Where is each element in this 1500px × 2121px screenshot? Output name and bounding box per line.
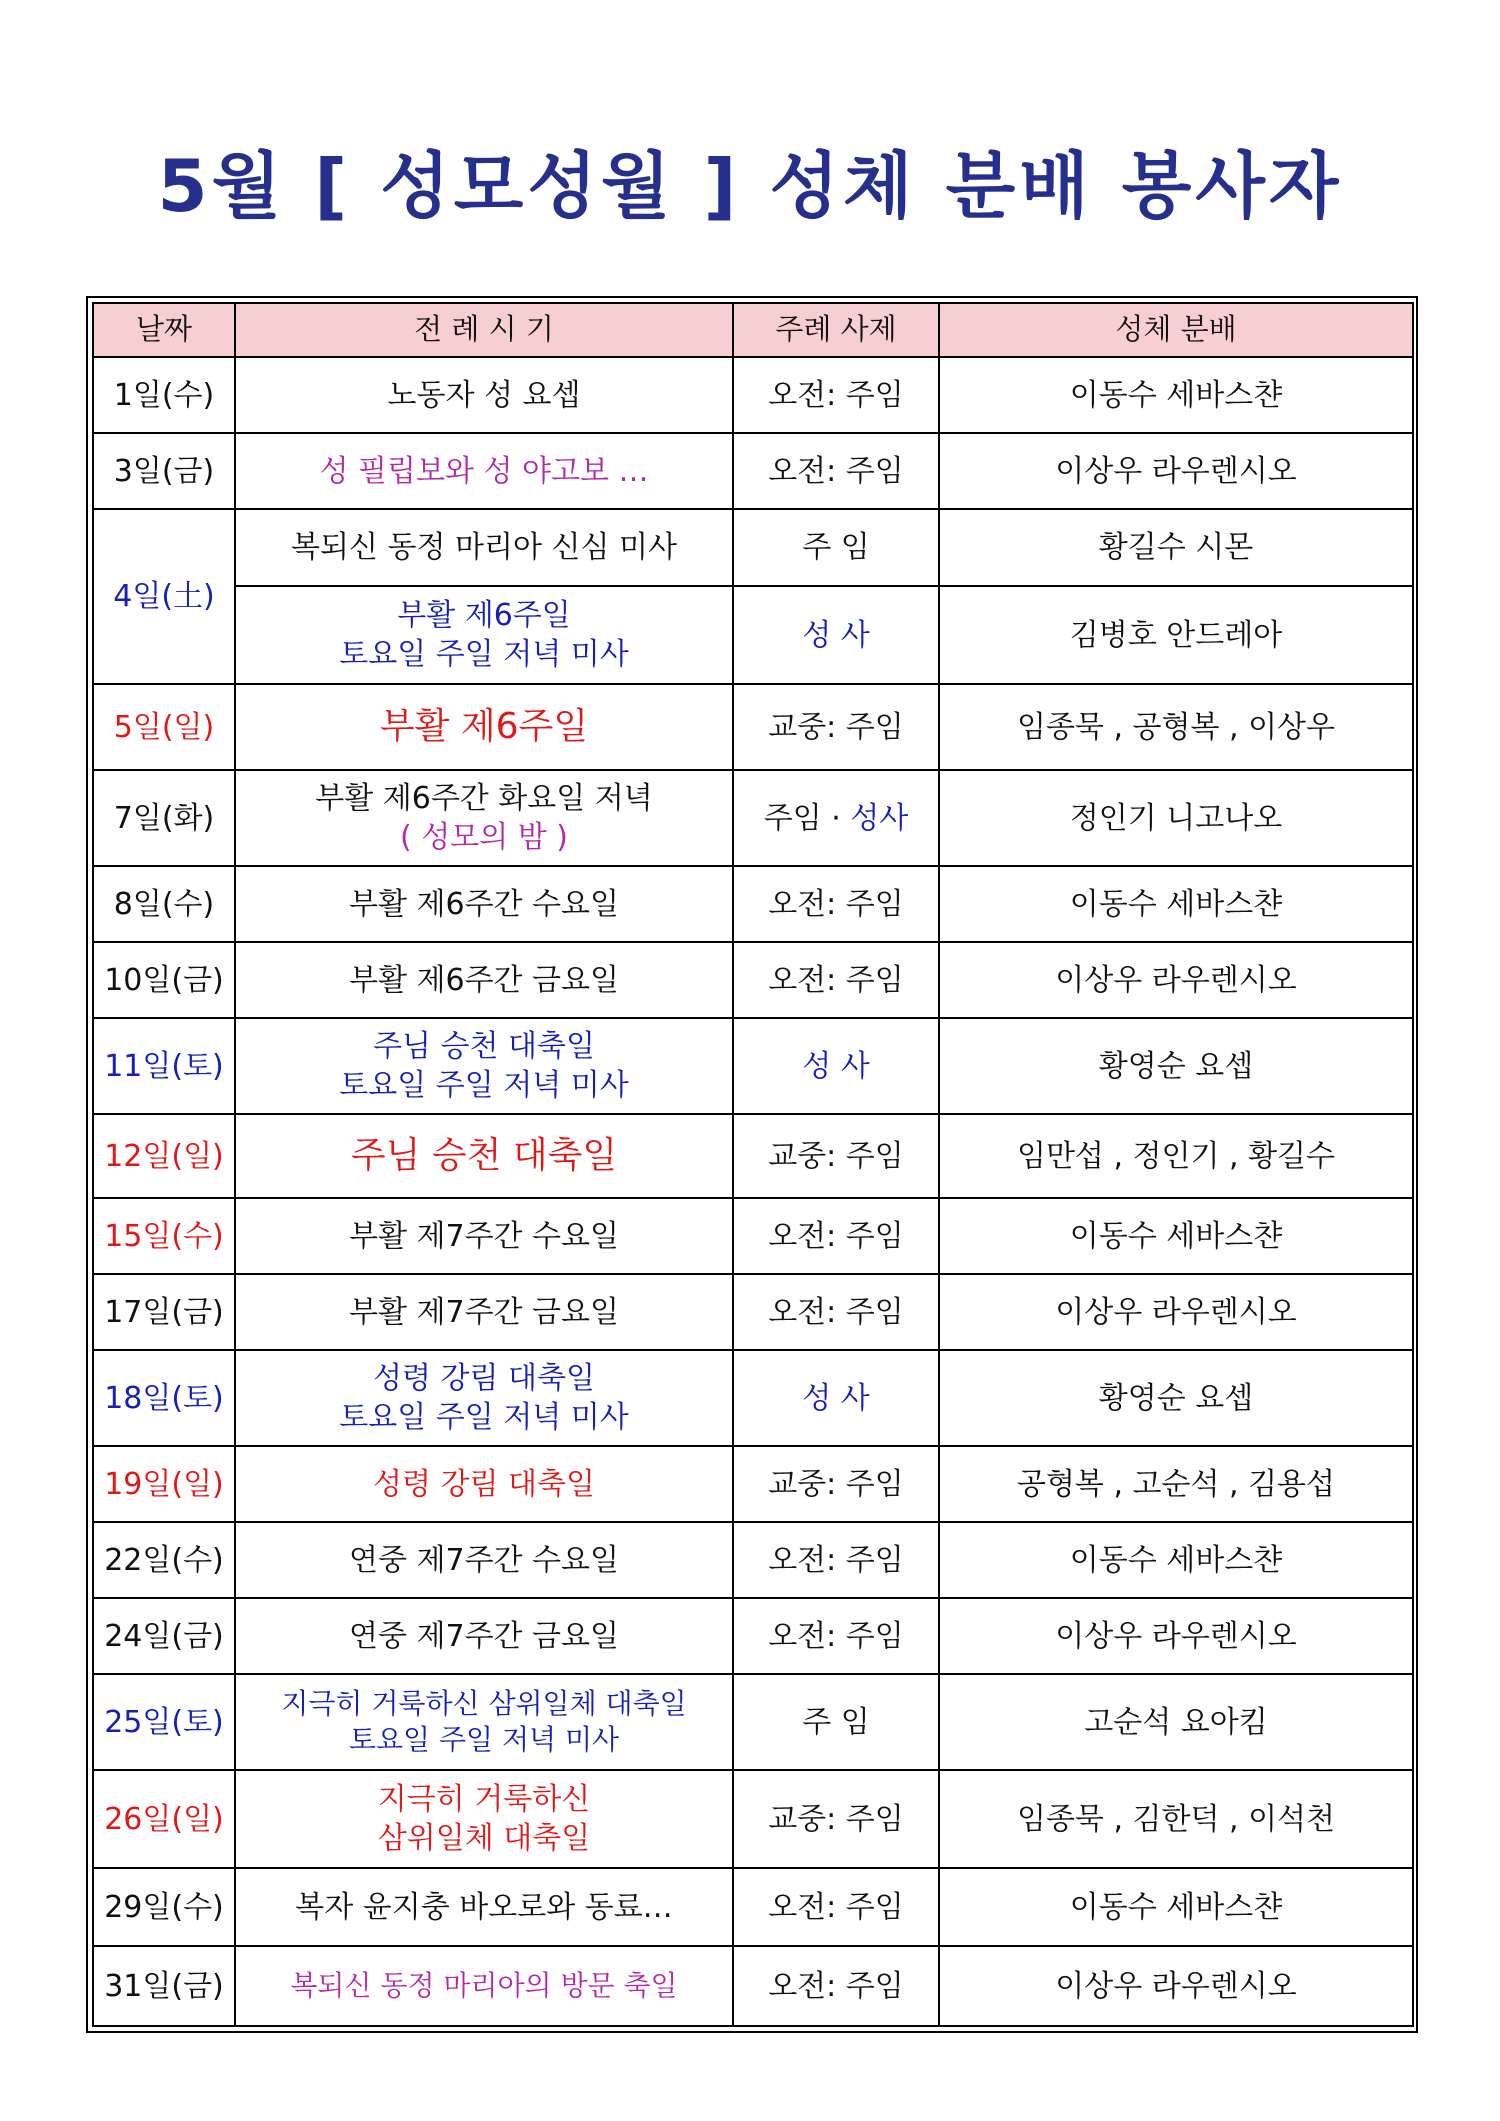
priest-cell xyxy=(733,770,939,866)
liturgy-cell: 성령 강림 대축일 xyxy=(235,1446,733,1522)
page-title: 5월 [ 성모성월 ] 성체 분배 봉사자 xyxy=(157,144,1343,228)
priest-cell: 오전: 주임 xyxy=(733,942,939,1018)
liturgy-line: 토요일 주일 저녁 미사 xyxy=(339,1068,629,1103)
liturgy-cell: 주님 승천 대축일 xyxy=(235,1114,733,1198)
liturgy-line: 지극히 거룩하신 xyxy=(377,1782,591,1817)
liturgy-cell xyxy=(235,1018,733,1114)
ministers-cell: 이상우 라우렌시오 xyxy=(939,433,1413,509)
liturgy-cell xyxy=(235,1770,733,1868)
table-row xyxy=(93,866,1413,942)
liturgy-cell: 부활 제6주간 수요일 xyxy=(235,866,733,942)
liturgy-cell xyxy=(235,770,733,866)
table-row xyxy=(93,684,1413,770)
table-row xyxy=(93,1770,1413,1868)
priest-cell: 오전: 주임 xyxy=(733,866,939,942)
priest-part: 주임 · xyxy=(763,800,851,836)
table-row xyxy=(93,770,1413,866)
priest-cell: 오전: 주임 xyxy=(733,357,939,433)
date-cell: 26일(일) xyxy=(93,1770,235,1868)
liturgy-cell: 연중 제7주간 수요일 xyxy=(235,1522,733,1598)
priest-cell: 성 사 xyxy=(733,1350,939,1446)
liturgy-cell: 부활 제7주간 수요일 xyxy=(235,1198,733,1274)
ministers-cell: 황영순 요셉 xyxy=(939,1018,1413,1114)
priest-cell: 주 임 xyxy=(733,509,939,586)
priest-cell: 성 사 xyxy=(733,586,939,684)
priest-cell: 오전: 주임 xyxy=(733,1868,939,1946)
schedule-table xyxy=(92,302,1414,2027)
priest-cell: 오전: 주임 xyxy=(733,1522,939,1598)
table-row xyxy=(93,1522,1413,1598)
date-cell: 31일(금) xyxy=(93,1946,235,2026)
date-cell: 18일(토) xyxy=(93,1350,235,1446)
table-row xyxy=(93,1674,1413,1770)
date-cell: 10일(금) xyxy=(93,942,235,1018)
priest-cell: 교중: 주임 xyxy=(733,1114,939,1198)
header-row xyxy=(93,303,1413,357)
schedule-table-frame xyxy=(86,296,1418,2033)
ministers-cell: 공형복 , 고순석 , 김용섭 xyxy=(939,1446,1413,1522)
header-priest: 주례 사제 xyxy=(733,303,939,357)
liturgy-line: 토요일 주일 저녁 미사 xyxy=(339,637,629,672)
priest-cell: 오전: 주임 xyxy=(733,1198,939,1274)
liturgy-cell: 부활 제7주간 금요일 xyxy=(235,1274,733,1350)
liturgy-line: 삼위일체 대축일 xyxy=(377,1821,591,1856)
table-row xyxy=(93,942,1413,1018)
table-row xyxy=(93,1868,1413,1946)
priest-part: 성사 xyxy=(850,800,909,836)
ministers-cell: 정인기 니고나오 xyxy=(939,770,1413,866)
date-cell: 12일(일) xyxy=(93,1114,235,1198)
header-date: 날짜 xyxy=(93,303,235,357)
liturgy-line: 토요일 주일 저녁 미사 xyxy=(339,1400,629,1435)
table-row xyxy=(93,1946,1413,2026)
table-row xyxy=(93,1018,1413,1114)
ministers-cell: 이상우 라우렌시오 xyxy=(939,1274,1413,1350)
date-cell: 8일(수) xyxy=(93,866,235,942)
table-row xyxy=(93,509,1413,586)
liturgy-cell: 복되신 동정 마리아의 방문 축일 xyxy=(235,1946,733,2026)
date-cell: 7일(화) xyxy=(93,770,235,866)
ministers-cell: 고순석 요아킴 xyxy=(939,1674,1413,1770)
ministers-cell: 임만섭 , 정인기 , 황길수 xyxy=(939,1114,1413,1198)
liturgy-line: 토요일 주일 저녁 미사 xyxy=(348,1723,620,1756)
date-cell: 11일(토) xyxy=(93,1018,235,1114)
liturgy-line: 지극히 거룩하신 삼위일체 대축일 xyxy=(281,1686,687,1720)
ministers-cell: 이동수 세바스챤 xyxy=(939,866,1413,942)
ministers-cell: 황길수 시몬 xyxy=(939,509,1413,586)
table-row xyxy=(93,1274,1413,1350)
ministers-cell: 이동수 세바스챤 xyxy=(939,1868,1413,1946)
ministers-cell: 이동수 세바스챤 xyxy=(939,1198,1413,1274)
header-ministers: 성체 분배 xyxy=(939,303,1413,357)
ministers-cell: 이동수 세바스챤 xyxy=(939,1522,1413,1598)
date-cell: 17일(금) xyxy=(93,1274,235,1350)
priest-cell: 성 사 xyxy=(733,1018,939,1114)
liturgy-cell xyxy=(235,586,733,684)
table-row xyxy=(93,1114,1413,1198)
table-row xyxy=(93,1598,1413,1674)
date-cell: 24일(금) xyxy=(93,1598,235,1674)
liturgy-line: ( 성모의 밤 ) xyxy=(400,820,568,855)
ministers-cell: 황영순 요셉 xyxy=(939,1350,1413,1446)
header-liturgy: 전 례 시 기 xyxy=(235,303,733,357)
date-cell: 25일(토) xyxy=(93,1674,235,1770)
liturgy-cell: 복자 윤지충 바오로와 동료… xyxy=(235,1868,733,1946)
date-cell: 4일(土) xyxy=(93,509,235,684)
liturgy-cell xyxy=(235,1674,733,1770)
liturgy-line: 부활 제6주일 xyxy=(397,598,571,633)
liturgy-line: 성령 강림 대축일 xyxy=(373,1361,595,1396)
date-cell: 5일(일) xyxy=(93,684,235,770)
priest-cell: 오전: 주임 xyxy=(733,1946,939,2026)
liturgy-cell: 부활 제6주간 금요일 xyxy=(235,942,733,1018)
table-row xyxy=(93,1198,1413,1274)
date-cell: 19일(일) xyxy=(93,1446,235,1522)
liturgy-cell: 성 필립보와 성 야고보 … xyxy=(235,433,733,509)
ministers-cell: 이상우 라우렌시오 xyxy=(939,1598,1413,1674)
liturgy-cell: 복되신 동정 마리아 신심 미사 xyxy=(235,509,733,586)
liturgy-line: 부활 제6주간 화요일 저녁 xyxy=(315,781,653,816)
liturgy-cell: 부활 제6주일 xyxy=(235,684,733,770)
ministers-cell: 이동수 세바스챤 xyxy=(939,357,1413,433)
priest-cell: 주 임 xyxy=(733,1674,939,1770)
date-cell: 1일(수) xyxy=(93,357,235,433)
date-cell: 15일(수) xyxy=(93,1198,235,1274)
table-row xyxy=(93,433,1413,509)
priest-cell: 오전: 주임 xyxy=(733,433,939,509)
liturgy-line: 주님 승천 대축일 xyxy=(373,1029,595,1064)
ministers-cell: 임종묵 , 김한덕 , 이석천 xyxy=(939,1770,1413,1868)
liturgy-cell: 연중 제7주간 금요일 xyxy=(235,1598,733,1674)
table-row xyxy=(93,586,1413,684)
table-row xyxy=(93,357,1413,433)
date-cell: 3일(금) xyxy=(93,433,235,509)
date-cell: 29일(수) xyxy=(93,1868,235,1946)
table-row xyxy=(93,1446,1413,1522)
liturgy-cell xyxy=(235,1350,733,1446)
ministers-cell: 이상우 라우렌시오 xyxy=(939,942,1413,1018)
ministers-cell: 이상우 라우렌시오 xyxy=(939,1946,1413,2026)
priest-cell: 오전: 주임 xyxy=(733,1274,939,1350)
priest-cell: 오전: 주임 xyxy=(733,1598,939,1674)
priest-cell: 교중: 주임 xyxy=(733,684,939,770)
priest-cell: 교중: 주임 xyxy=(733,1770,939,1868)
date-cell: 22일(수) xyxy=(93,1522,235,1598)
table-row xyxy=(93,1350,1413,1446)
ministers-cell: 김병호 안드레아 xyxy=(939,586,1413,684)
liturgy-cell: 노동자 성 요셉 xyxy=(235,357,733,433)
priest-cell: 교중: 주임 xyxy=(733,1446,939,1522)
ministers-cell: 임종묵 , 공형복 , 이상우 xyxy=(939,684,1413,770)
